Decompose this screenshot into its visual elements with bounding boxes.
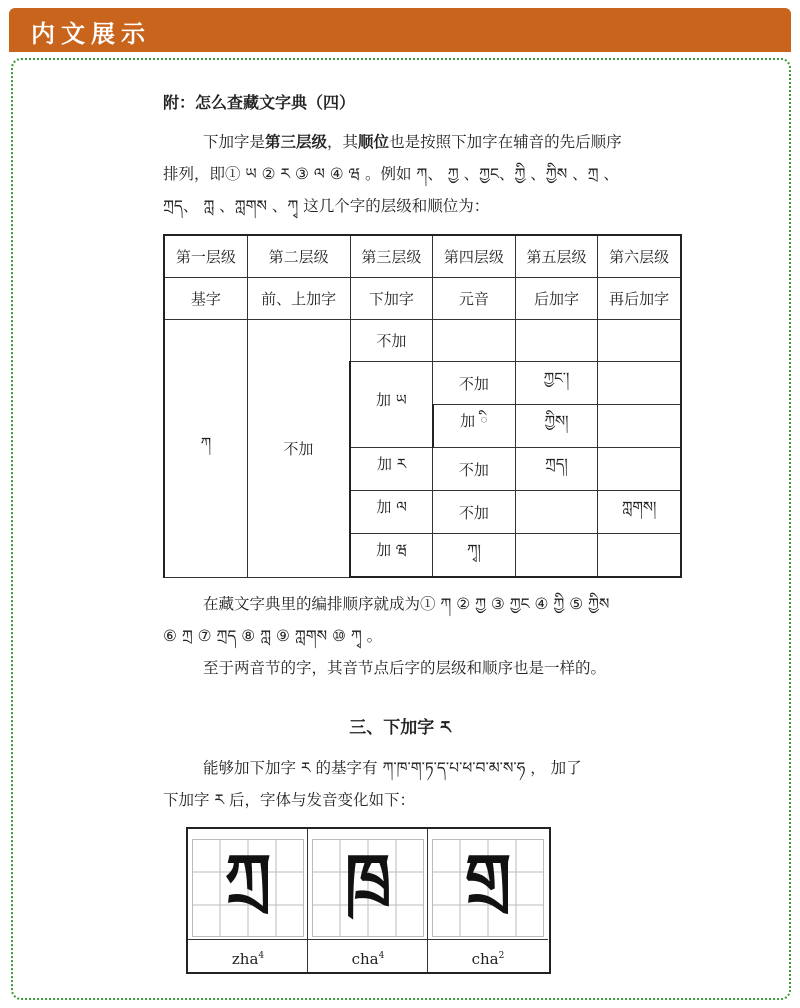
intro-text: 也是按照下加字在辅音的先后顺序 (389, 133, 622, 151)
romanization (308, 939, 428, 973)
order-line-2: ⑥ ཀྲ ⑦ ཀྲད ⑧ ཀླ ⑨ ཀླགས ⑩ ཀྭ 。 (163, 627, 383, 645)
suffix-cell (515, 320, 598, 362)
glyph-table (186, 827, 551, 974)
intro-bold-level: 第三层级 (265, 132, 328, 151)
table-subheader-row (164, 278, 681, 320)
header-title: 内文展示 (31, 20, 151, 48)
tone-mark: 2 (498, 951, 505, 961)
intro-line-3: ཀྲད、 ཀླ 、ཀླགས 、ཀྭ 这几个字的层级和顺位为： (163, 197, 490, 215)
glyph-cell-cha4 (308, 829, 428, 972)
subheader-cell: 再后加字 (598, 278, 681, 320)
post-suffix-cell (598, 320, 681, 362)
subjoin-cell: 加 ཝ (350, 534, 433, 578)
intro-text: ，其 (327, 133, 359, 151)
base-cell: ཀ (164, 320, 247, 578)
vowel-cell: ཀྭ། (433, 534, 516, 578)
writing-grid (312, 839, 424, 937)
tibetan-glyph: གྲ (464, 840, 512, 917)
tibetan-glyph: ཀྲ (224, 840, 272, 917)
post-suffix-cell (598, 534, 681, 578)
subjoin-cell: 加 ལ (350, 491, 433, 534)
writing-grid (432, 839, 544, 937)
vowel-cell: 不加 (433, 362, 516, 405)
intro-line-2: 排列，即① ཡ ② ར ③ ལ ④ ཝ 。例如 ཀ、 ཀྱ 、ཀྱང、ཀྱི 、ཀྱིས 、ཀྲ 、 (163, 165, 619, 183)
glyph-cell-zha (188, 829, 308, 972)
glyph-cell-cha2 (428, 829, 548, 972)
writing-grid (192, 839, 304, 937)
suffix-cell: ཀྱིས། (515, 405, 598, 448)
roman-text: cha (351, 950, 379, 968)
page-heading: 附：怎么查藏文字典（四） (163, 93, 356, 112)
order-line-1: 在藏文字典里的编排顺序就成为① ཀ ② ཀྱ ③ ཀྱང ④ ཀྱི ⑤ ཀྱིས (203, 595, 610, 613)
intro-line-1 (163, 126, 688, 158)
roman-text: cha (471, 950, 499, 968)
post-suffix-cell (598, 362, 681, 405)
romanization (428, 939, 548, 973)
subjoin-cell: 加 ར (350, 448, 433, 491)
header-cell: 第五层级 (515, 235, 598, 278)
vowel-cell: 加 ི (433, 405, 516, 448)
vowel-cell: 不加 (433, 491, 516, 534)
header-cell: 第四层级 (433, 235, 516, 278)
intro-bold-order: 顺位 (358, 132, 390, 151)
post-suffix-cell (598, 405, 681, 448)
header-cell: 第六层级 (598, 235, 681, 278)
suffix-cell (515, 491, 598, 534)
layer-table (163, 234, 682, 578)
table-row (164, 320, 681, 362)
suffix-cell: ཀྲད། (515, 448, 598, 491)
subheader-cell: 下加字 (350, 278, 433, 320)
romanization (188, 939, 308, 973)
tone-mark: 4 (378, 951, 385, 961)
subheader-cell: 后加字 (515, 278, 598, 320)
vowel-cell: 不加 (433, 448, 516, 491)
section-line-1: 能够加下加字 ར 的基字有 ཀ་ཁ་ག་ཏ་ད་པ་ཕ་བ་མ་ས་ཧ ， 加了 (203, 759, 582, 777)
subheader-cell: 前、上加字 (247, 278, 350, 320)
post-suffix-cell: ཀླགས། (598, 491, 681, 534)
tibetan-glyph: ཁྲ (344, 840, 392, 917)
tone-mark: 4 (258, 951, 265, 961)
section-line-2: 下加字 ར 后，字体与发音变化如下： (163, 791, 416, 809)
header-cell: 第二层级 (247, 235, 350, 278)
prefix-cell: 不加 (247, 320, 350, 578)
header-cell: 第三层级 (350, 235, 433, 278)
header-cell: 第一层级 (164, 235, 247, 278)
vowel-cell (433, 320, 516, 362)
table-header-row (164, 235, 681, 278)
section-title: 三、下加字 ར (349, 718, 451, 738)
suffix-cell (515, 534, 598, 578)
subheader-cell: 基字 (164, 278, 247, 320)
post-suffix-cell (598, 448, 681, 491)
suffix-cell: ཀྱང་། (515, 362, 598, 405)
subheader-cell: 元音 (433, 278, 516, 320)
roman-text: zha (231, 950, 259, 968)
header-bar (9, 8, 791, 52)
order-line-3: 至于两音节的字，其音节点后字的层级和顺序也是一样的。 (203, 659, 607, 677)
subjoin-cell: 不加 (350, 320, 433, 362)
intro-text: 下加字是 (203, 133, 266, 151)
subjoin-cell: 加 ཡ (350, 362, 433, 448)
